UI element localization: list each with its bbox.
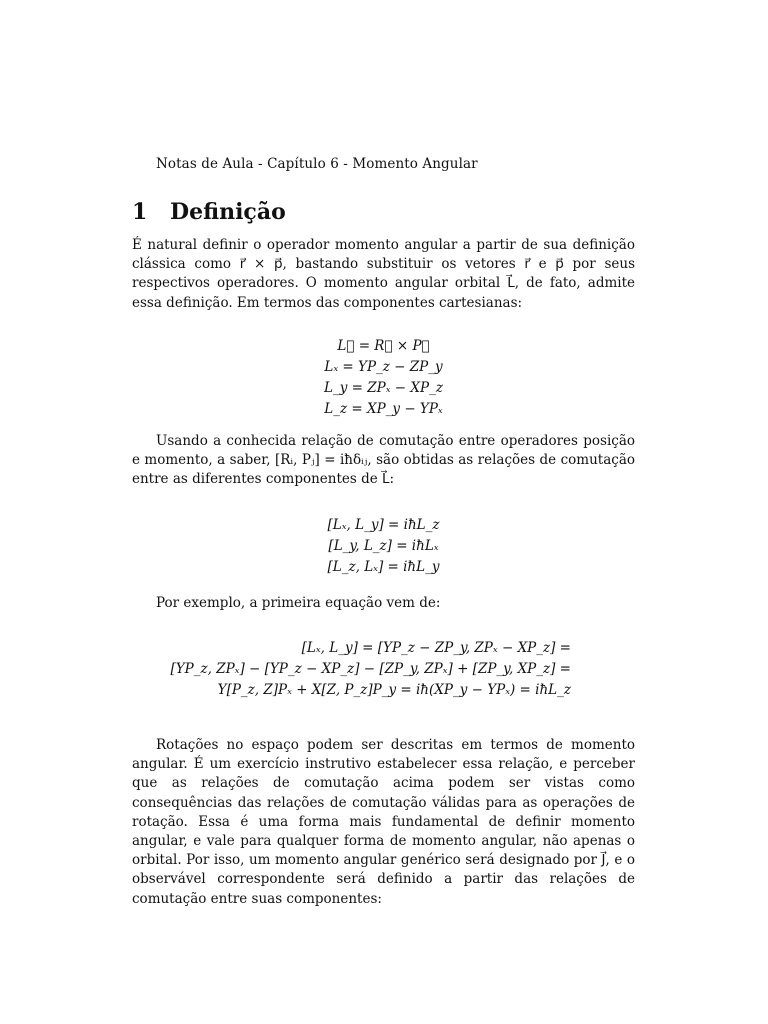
- equation-line: L⃗ = R⃗ × P⃗: [337, 338, 430, 354]
- equation-line: [L_z, Lₓ] = iħL_y: [327, 559, 440, 575]
- equation-line: [L_y, L_z] = iħLₓ: [328, 538, 439, 554]
- paragraph-rotations: Rotações no espaço podem ser descritas em termos de momento angular. É um exercício instrutivo estabelecer essa relação, e perceber que as relações de comutação acima podem ser vistas como consequências das relações de comutação válidas para as operações de rotação. Essa é uma forma mais fundamental de definir momento angular, e vale para qualquer forma de momento angular, não apenas o orbital. Por isso, um momento angular genérico será designado por J⃗, e o observável correspondente será definido a partir das relações de comutação entre suas componentes:: [132, 737, 635, 907]
- equation-line: L_z = XP_y − YPₓ: [324, 401, 443, 417]
- equation-block-definition: [132, 336, 635, 420]
- equation-line: [Lₓ, L_y] = iħL_z: [327, 517, 440, 533]
- equation-line: [YP_z, ZPₓ] − [YP_z − XP_z] − [ZP_y, ZPₓ] + [ZP_y, XP_z] =: [170, 661, 571, 677]
- paragraph-intro: É natural definir o operador momento angular a partir de sua definição clássica como r⃗ × p⃗, bastando substituir os vetores r⃗ e p⃗ por seus respectivos operadores. O momento angular orbital L⃗, de fato, admite essa definição. Em termos das componentes cartesianas:: [132, 237, 635, 311]
- paragraph-commutation: Usando a conhecida relação de comutação entre operadores posição e momento, a saber, [Rᵢ, Pⱼ] = iħδᵢⱼ, são obtidas as relações de comutação entre as diferentes componentes de L⃗:: [132, 433, 635, 488]
- section-title: Definição: [170, 199, 286, 225]
- equation-line: [Lₓ, L_y] = [YP_z − ZP_y, ZPₓ − XP_z] =: [301, 640, 571, 656]
- paragraph-example: Por exemplo, a primeira equação vem de:: [156, 595, 441, 611]
- equation-line: L_y = ZPₓ − XP_z: [324, 380, 443, 396]
- equation-line: Lₓ = YP_z − ZP_y: [324, 359, 443, 375]
- section-heading: [132, 199, 286, 225]
- section-number: 1: [132, 199, 148, 225]
- equation-block-commutators: [132, 515, 635, 578]
- equation-line: Y[P_z, Z]Pₓ + X[Z, P_z]P_y = iħ(XP_y − YPₓ) = iħL_z: [217, 682, 571, 698]
- equation-block-derivation: [132, 638, 635, 701]
- page-header: Notas de Aula - Capítulo 6 - Momento Angular: [156, 156, 478, 172]
